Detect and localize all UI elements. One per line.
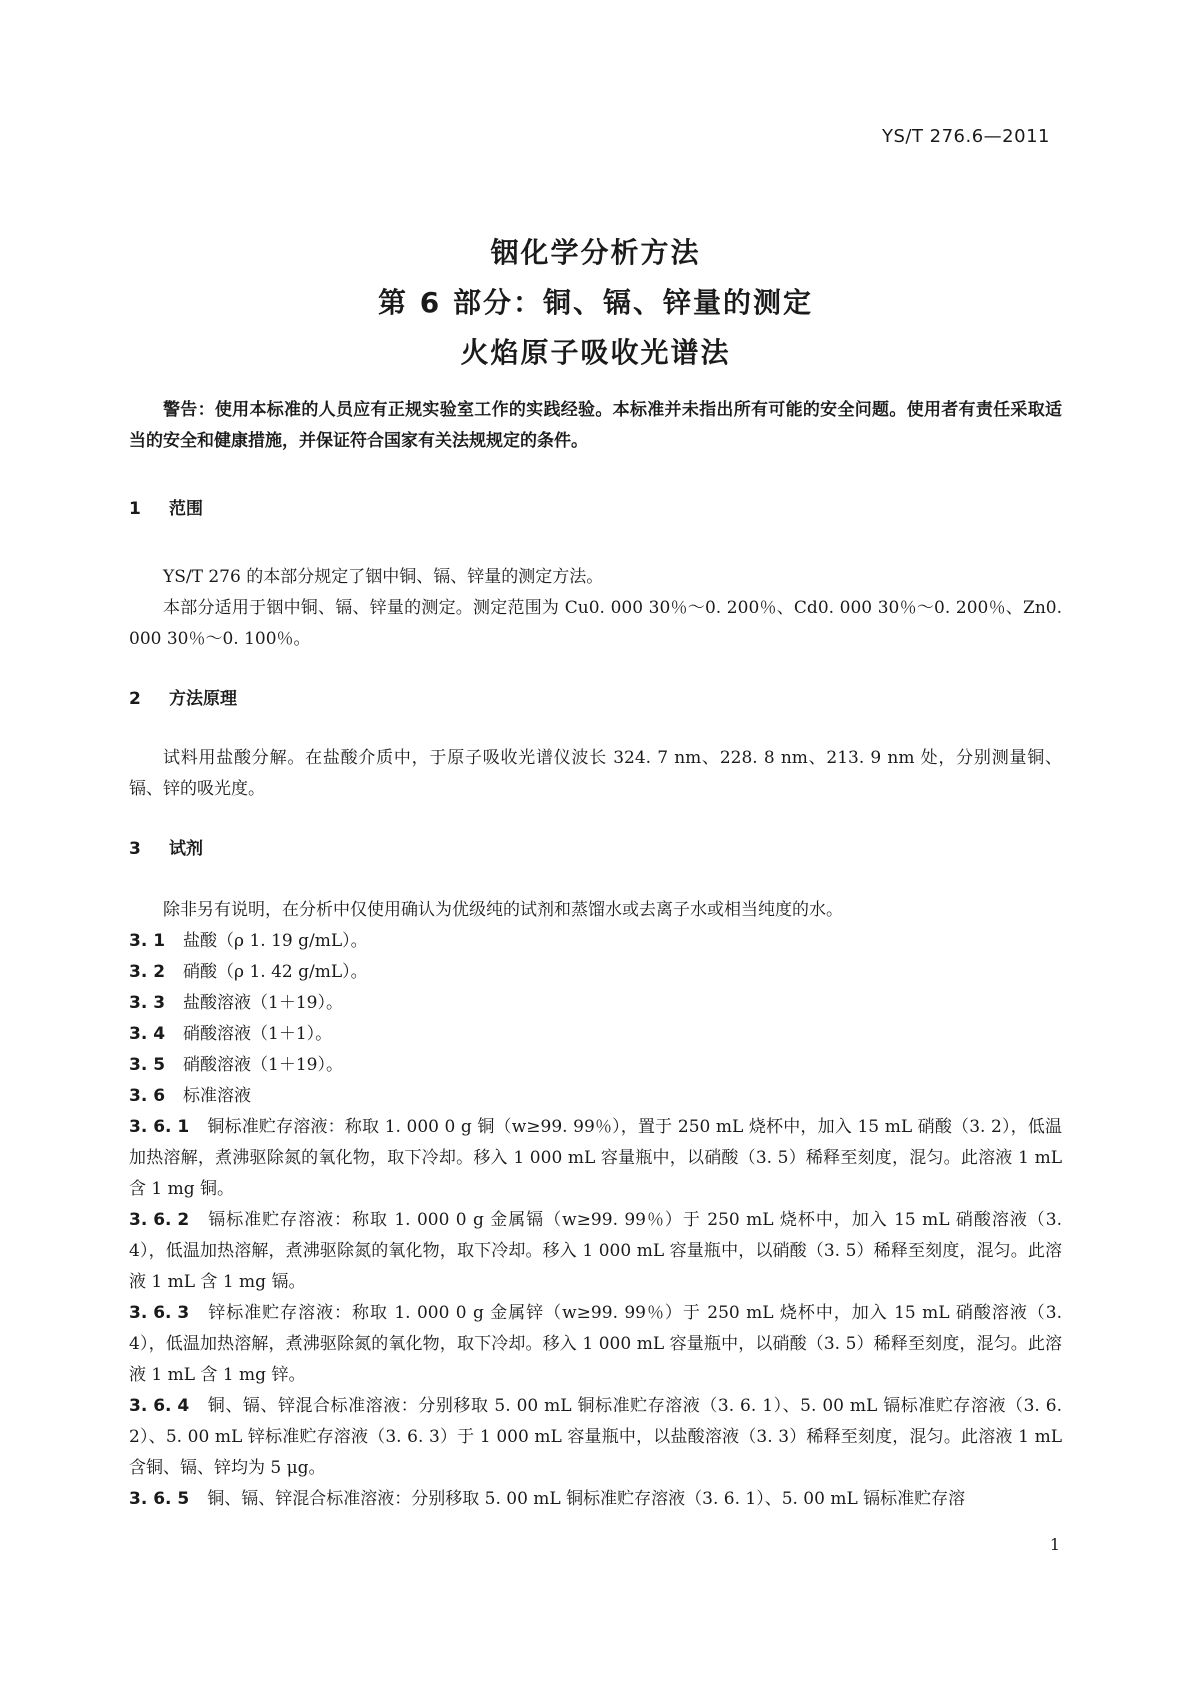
paragraph: 本部分适用于铟中铜、镉、锌量的测定。测定范围为 Cu0. 000 30％～0. 200％、Cd0. 000 30％～0. 200％、Zn0. 000 30％～0. 100％。 xyxy=(129,598,1062,649)
section-number: 3 xyxy=(129,839,141,859)
list-item: 3. 3 盐酸溶液（1＋19）。 xyxy=(129,993,343,1013)
document-code: YS/T 276.6—2011 xyxy=(881,126,1050,147)
paragraph: 试料用盐酸分解。在盐酸介质中，于原子吸收光谱仪波长 324. 7 nm、228. 8 nm、213. 9 nm 处，分别测量铜、镉、锌的吸光度。 xyxy=(129,748,1062,799)
list-item: 3. 6. 1 铜标准贮存溶液：称取 1. 000 0 g 铜（w≥99. 99％），置于 250 mL 烧杯中，加入 15 mL 硝酸（3. 2），低温加热溶解，煮沸驱除氮的氧化物，取下冷却。移入 1 000 mL 容量瓶中，以硝酸（3. 5）稀释至刻度，混匀。此溶液 1 mL 含 1 mg 铜。 xyxy=(129,1117,1062,1199)
list-item: 3. 6 标准溶液 xyxy=(129,1086,252,1106)
page-number: 1 xyxy=(1049,1535,1060,1554)
title-line-2: 第 6 部分：铜、镉、锌量的测定 xyxy=(378,286,813,319)
document-body xyxy=(129,395,1062,1515)
list-item: 3. 6. 2 镉标准贮存溶液：称取 1. 000 0 g 金属镉（w≥99. 99％）于 250 mL 烧杯中，加入 15 mL 硝酸溶液（3. 4），低温加热溶解，煮沸驱除氮的氧化物，取下冷却。移入 1 000 mL 容量瓶中，以硝酸（3. 5）稀释至刻度，混匀。此溶液 1 mL 含 1 mg 镉。 xyxy=(129,1210,1062,1292)
section-heading-2 xyxy=(129,684,1062,715)
section-heading-1 xyxy=(129,494,1062,525)
section-title: 方法原理 xyxy=(169,689,237,709)
title-line-3: 火焰原子吸收光谱法 xyxy=(460,336,731,369)
section-number: 1 xyxy=(129,499,141,519)
paragraph: YS/T 276 的本部分规定了铟中铜、镉、锌量的测定方法。 xyxy=(163,567,604,587)
list-item: 3. 1 盐酸（ρ 1. 19 g/mL）。 xyxy=(129,931,368,951)
list-item: 3. 6. 4 铜、镉、锌混合标准溶液：分别移取 5. 00 mL 铜标准贮存溶液（3. 6. 1）、5. 00 mL 镉标准贮存溶液（3. 6. 2）、5. 00 mL 锌标准贮存溶液（3. 6. 3）于 1 000 mL 容量瓶中，以盐酸溶液（3. 3）稀释至刻度，混匀。此溶液 1 mL 含铜、镉、锌均为 5 μg。 xyxy=(129,1396,1062,1478)
list-item: 3. 6. 5 铜、镉、锌混合标准溶液：分别移取 5. 00 mL 铜标准贮存溶液（3. 6. 1）、5. 00 mL 镉标准贮存溶 xyxy=(129,1489,966,1509)
paragraph: 除非另有说明，在分析中仅使用确认为优级纯的试剂和蒸馏水或去离子水或相当纯度的水。 xyxy=(163,900,843,920)
list-item: 3. 2 硝酸（ρ 1. 42 g/mL）。 xyxy=(129,962,368,982)
section-heading-3 xyxy=(129,834,1062,865)
list-item: 3. 5 硝酸溶液（1＋19）。 xyxy=(129,1055,343,1075)
list-item: 3. 6. 3 锌标准贮存溶液：称取 1. 000 0 g 金属锌（w≥99. 99％）于 250 mL 烧杯中，加入 15 mL 硝酸溶液（3. 4），低温加热溶解，煮沸驱除氮的氧化物，取下冷却。移入 1 000 mL 容量瓶中，以硝酸（3. 5）稀释至刻度，混匀。此溶液 1 mL 含 1 mg 锌。 xyxy=(129,1303,1062,1385)
section-title: 范围 xyxy=(169,499,203,519)
document-title xyxy=(0,228,1191,378)
title-line-1: 铟化学分析方法 xyxy=(490,236,701,269)
list-item: 3. 4 硝酸溶液（1＋1）。 xyxy=(129,1024,333,1044)
warning-paragraph: 警告：使用本标准的人员应有正规实验室工作的实践经验。本标准并未指出所有可能的安全问题。使用者有责任采取适当的安全和健康措施，并保证符合国家有关法规规定的条件。 xyxy=(129,400,1062,451)
section-title: 试剂 xyxy=(169,839,203,859)
section-number: 2 xyxy=(129,689,141,709)
